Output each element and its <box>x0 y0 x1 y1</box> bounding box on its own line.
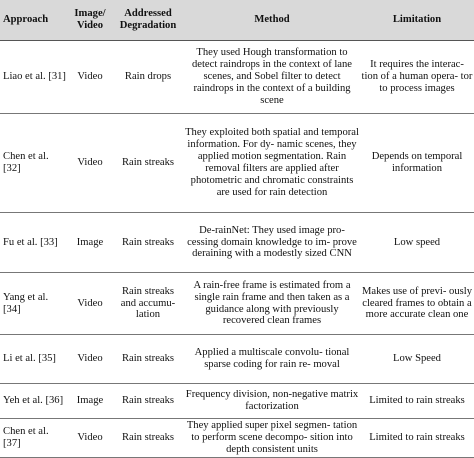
table-row <box>0 213 474 273</box>
header-image-video: Image/ Video <box>68 0 112 41</box>
cell-approach: Li et al. [35] <box>0 335 68 384</box>
table-row <box>0 384 474 419</box>
cell-media: Video <box>68 114 112 213</box>
cell-limitation: Low Speed <box>360 335 474 384</box>
cell-media: Video <box>68 273 112 335</box>
cell-method: They exploited both spatial and temporal information. For dy- namic scenes, they applied motion segmentation. Rain removal filters are applied after photometric and chromatic constraints are used for rain detection <box>184 114 360 213</box>
header-degradation: Addressed Degradation <box>112 0 184 41</box>
cell-approach: Chen et al. [37] <box>0 419 68 458</box>
cell-degradation: Rain streaks and accumu- lation <box>112 273 184 335</box>
header-method: Method <box>184 0 360 41</box>
cell-approach: Yeh et al. [36] <box>0 384 68 419</box>
cell-degradation: Rain streaks <box>112 114 184 213</box>
cell-approach: Fu et al. [33] <box>0 213 68 273</box>
cell-limitation: Low speed <box>360 213 474 273</box>
table-header <box>0 0 474 41</box>
cell-degradation: Rain streaks <box>112 419 184 458</box>
cell-method: A rain-free frame is estimated from a single rain frame and then taken as a guidance along with previously recovered clean frames <box>184 273 360 335</box>
table-row <box>0 114 474 213</box>
cell-degradation: Rain drops <box>112 41 184 114</box>
cell-degradation: Rain streaks <box>112 335 184 384</box>
cell-approach: Chen et al. [32] <box>0 114 68 213</box>
cell-approach: Yang et al. [34] <box>0 273 68 335</box>
cell-degradation: Rain streaks <box>112 384 184 419</box>
header-limitation: Limitation <box>360 0 474 41</box>
cell-degradation: Rain streaks <box>112 213 184 273</box>
cell-media: Video <box>68 419 112 458</box>
cell-limitation: Limited to rain streaks <box>360 384 474 419</box>
cell-media: Video <box>68 335 112 384</box>
cell-media: Image <box>68 384 112 419</box>
cell-media: Video <box>68 41 112 114</box>
table-body <box>0 41 474 458</box>
header-row <box>0 0 474 41</box>
table-row <box>0 41 474 114</box>
cell-limitation: Depends on temporal information <box>360 114 474 213</box>
cell-method: They used Hough transformation to detect raindrops in the context of lane scenes, and Sobel filter to detect raindrops in the context of a building scene <box>184 41 360 114</box>
cell-limitation: It requires the interac- tion of a human opera- tor to process images <box>360 41 474 114</box>
cell-media: Image <box>68 213 112 273</box>
table-row <box>0 273 474 335</box>
cell-method: De-rainNet: They used image pro- cessing domain knowledge to im- prove deraining with a modestly sized CNN <box>184 213 360 273</box>
table-row <box>0 419 474 458</box>
header-approach: Approach <box>0 0 68 41</box>
cell-approach: Liao et al. [31] <box>0 41 68 114</box>
cell-limitation: Limited to rain streaks <box>360 419 474 458</box>
table-row <box>0 335 474 384</box>
cell-limitation: Makes use of previ- ously cleared frames to obtain a more accurate clean one <box>360 273 474 335</box>
cell-method: Applied a multiscale convolu- tional sparse coding for rain re- moval <box>184 335 360 384</box>
cell-method: They applied super pixel segmen- tation to perform scene decompo- sition into depth consistent units <box>184 419 360 458</box>
cell-method: Frequency division, non-negative matrix factorization <box>184 384 360 419</box>
